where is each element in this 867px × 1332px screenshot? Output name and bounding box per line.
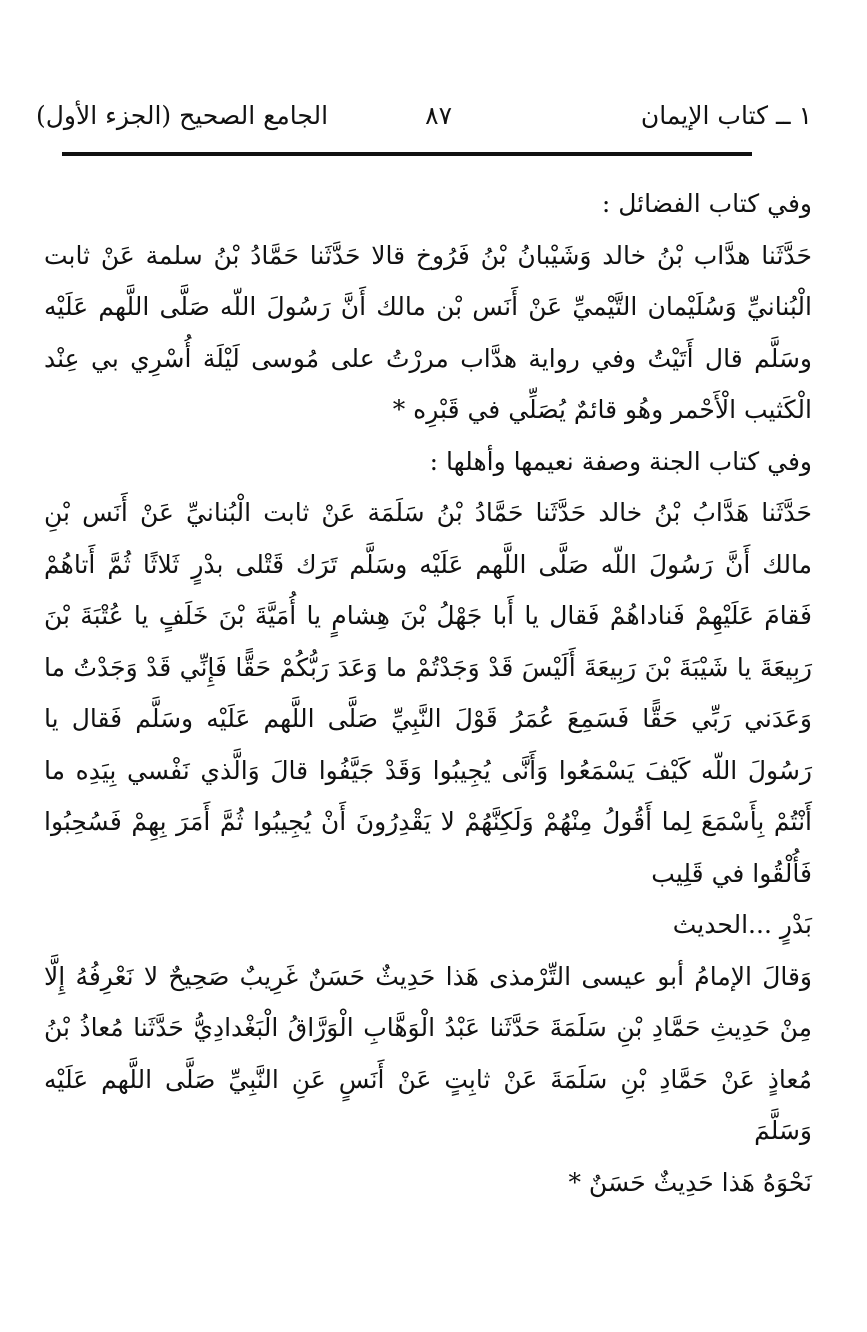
hadith-paragraph-2-end: بَدْرٍ ...الحديث <box>672 910 812 939</box>
book-title: الجامع الصحيح (الجزء الأول) <box>36 101 329 130</box>
commentary-paragraph-end: نَحْوَهُ هَذا حَدِيثٌ حَسَنٌ * <box>568 1167 812 1197</box>
header-rule <box>62 152 752 156</box>
commentary-paragraph: وَقالَ الإمامُ أبو عيسى التِّرْمذى هَذا حَدِيثٌ حَسَنٌ غَرِيبٌ صَحِيحٌ لا نَعْرِفُهُ إِلَّا مِنْ حَدِيثِ حَمَّادِ بْنِ سَلَمَةَ حَدَّثَنا عَبْدُ الْوَهَّابِ الْوَرَّاقُ الْبَغْدادِيُّ حَدَّثَنا مُعاذُ بْنُ مُعاذٍ عَنْ حَمَّادِ بْنِ سَلَمَةَ عَنْ ثابِتٍ عَنْ أَنَسٍ عَنِ النَّبِيِّ صَلَّى اللَّهم عَلَيْه وَسَلَّمَ <box>44 961 812 1145</box>
section-heading-virtues: وفي كتاب الفضائل : <box>601 189 812 218</box>
main-text <box>44 178 812 1208</box>
hadith-paragraph-2: حَدَّثَنا هَدَّابُ بْنُ خالد حَدَّثَنا حَمَّادُ بْنُ سَلَمَة عَنْ ثابت الْبُنانيِّ عَنْ أَنَس بْنِ مالك أَنَّ رَسُولَ اللّه صَلَّى اللَّهم عَلَيْه وسَلَّم تَرَك قَتْلى بدْرٍ ثَلاثًا ثُمَّ أَتاهُمْ فَقامَ عَلَيْهِمْ فَناداهُمْ فَقال يا أَبا جَهْلُ بْنَ هِشامٍ يا أُمَيَّةَ بْنَ خَلَفٍ يا عُتْبَةَ بْنَ رَبِيعَةَ يا شَيْبَةَ بْنَ رَبِيعَةَ أَلَيْسَ قَدْ وَجَدْتُمْ ما وَعَدَ رَبُّكُمْ حَقًّا فَإِنِّي قَدْ وَجَدْتُ ما وَعَدَني رَبِّي حَقًّا فَسَمِعَ عُمَرُ قَوْلَ النَّبِيِّ صَلَّى اللَّهم عَلَيْه وسَلَّم فَقال يا رَسُولَ اللّه كَيْفَ يَسْمَعُوا وَأَنَّى يُجِيبُوا وَقَدْ جَيَّفُوا قالَ وَالَّذي نَفْسي بِيَدِه ما أَنْتُمْ بِأَسْمَعَ لِما أَقُولُ مِنْهُمْ وَلَكِنَّهُمْ لا يَقْدِرُونَ أَنْ يُجِيبُوا ثُمَّ أَمَرَ بِهِمْ فَسُحِبُوا فَأُلْقُوا في قَلِيب <box>44 498 812 888</box>
running-header <box>36 96 812 140</box>
page-number: ٨٧ <box>425 101 452 130</box>
section-heading-paradise: وفي كتاب الجنة وصفة نعيمها وأهلها : <box>429 446 812 476</box>
hadith-paragraph-1: حَدَّثَنا هدَّاب بْنُ خالد وَشَيْبانُ بْنُ فَرُوخ قالا حَدَّثَنا حَمَّادُ بْنُ سلمة عَنْ ثابت الْبُنانيِّ وَسُلَيْمان التَّيْميِّ عَنْ أَنَس بْن مالك أَنَّ رَسُولَ اللّه صَلَّى اللَّهم عَلَيْه وسَلَّم قال أَتَيْتُ وفي رواية هدَّاب مررْتُ على مُوسى لَيْلَة أُسْرِي بي عِنْد الْكَثيب الْأَحْمر وهُو قائمٌ يُصَلِّي في قَبْرِه * <box>44 240 812 424</box>
chapter-title: ١ ــ كتاب الإيمان <box>640 101 812 130</box>
